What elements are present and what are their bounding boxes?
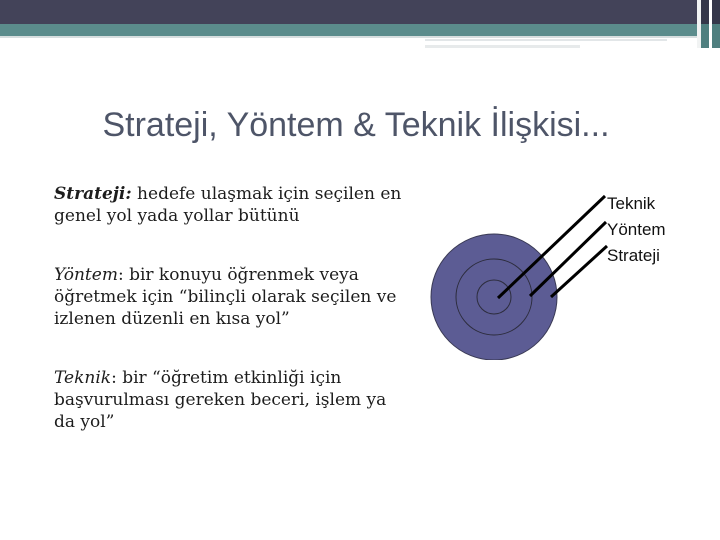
definition-strateji <box>54 183 404 227</box>
target-ring-outer <box>431 234 557 360</box>
header-line <box>425 39 667 41</box>
definition-term: Teknik <box>54 368 112 388</box>
header-bar-teal <box>0 24 720 36</box>
header-bar-dark <box>0 0 720 24</box>
definition-text: : bir konuyu öğrenmek veya öğretmek için “bilinçli olarak seçilen ve izlenen düzenli en kısa yol” <box>54 265 397 329</box>
target-diagram <box>430 180 720 360</box>
header-line <box>425 45 580 48</box>
definitions-list <box>54 183 404 433</box>
target-label-strateji: Strateji <box>607 246 660 265</box>
definition-text: : bir “öğretim etkinliği için başvurulması gereken beceri, işlem ya da yol” <box>54 368 387 432</box>
slide-title: Strateji, Yöntem & Teknik İlişkisi... <box>102 106 610 144</box>
definition-teknik <box>54 367 404 433</box>
header-line <box>0 36 720 38</box>
target-label-yontem: Yöntem <box>607 220 666 239</box>
definition-text: hedefe ulaşmak için seçilen en genel yol yada yollar bütünü <box>54 184 402 226</box>
definition-yontem <box>54 264 404 330</box>
definition-term: Strateji: <box>54 184 132 204</box>
header-corner-stripe <box>709 0 712 48</box>
header-corner-stripe <box>697 0 701 48</box>
target-label-teknik: Teknik <box>607 194 656 213</box>
definition-term: Yöntem <box>54 265 118 285</box>
pointer-line-strateji <box>551 246 607 297</box>
